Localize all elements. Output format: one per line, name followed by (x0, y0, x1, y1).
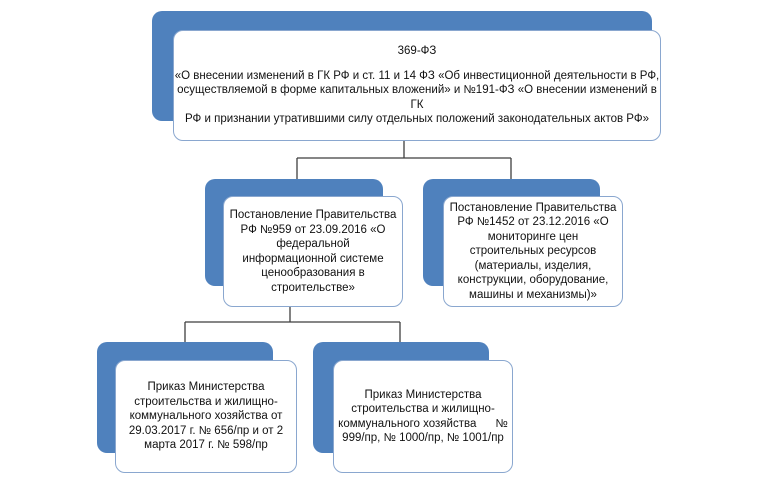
bottom-left-node (115, 360, 297, 473)
bottom-right-node (333, 360, 513, 473)
mid-left-node-line: РФ №959 от 23.09.2016 «О (240, 223, 386, 236)
mid-left-node-line: Постановление Правительства (229, 209, 397, 221)
root-node-line: осуществляемой в форме капитальных вложений» и №191-ФЗ «О внесении изменений в ГК (177, 84, 657, 111)
mid-right-node-line: Постановление Правительства (449, 201, 617, 214)
mid-left-node-line: федеральной (276, 238, 350, 250)
mid-left-node-line: строительстве» (271, 281, 355, 294)
mid-left-node (223, 196, 403, 307)
bottom-right-node-line: коммунального хозяйства № (338, 417, 508, 430)
bottom-left-node-line: Приказ Министерства (147, 381, 265, 394)
root-node (173, 30, 661, 141)
mid-right-node (443, 196, 623, 307)
mid-right-node-line: (материалы, изделия, (474, 259, 592, 272)
bottom-left-node-line: строительства и жилищно- (134, 395, 278, 408)
mid-right-node-line: РФ №1452 от 23.12.2016 «О (457, 216, 609, 229)
bottom-right-node-line: строительства и жилищно- (351, 403, 495, 415)
mid-right-node-line: конструкции, оборудование, (457, 274, 609, 287)
mid-right-node-line: мониторинге цен (487, 230, 579, 243)
bottom-left-node-line: марта 2017 г. № 598/пр (144, 439, 268, 452)
bottom-right-node-line: 999/пр, № 1000/пр, № 1001/пр (342, 432, 504, 444)
bottom-left-node-line: коммунального хозяйства от (129, 410, 283, 423)
mid-left-node-line: ценообразования в (261, 267, 365, 279)
root-node-title: 369-ФЗ (397, 45, 437, 58)
mid-right-node-line: строительных ресурсов (469, 245, 597, 258)
mid-left-node-line: информационной системе (242, 252, 384, 265)
mid-right-node-line: машины и механизмы)» (469, 288, 597, 301)
bottom-right-node-line: Приказ Министерства (364, 388, 482, 401)
root-node-line: «О внесении изменений в ГК РФ и ст. 11 и 14 ФЗ «Об инвестиционной деятельности в РФ, (174, 69, 660, 82)
root-node-line: РФ и признании утратившими силу отдельных положений законодательных актов РФ» (185, 113, 649, 126)
bottom-left-node-line: 29.03.2017 г. № 656/пр и от 2 (128, 424, 284, 437)
